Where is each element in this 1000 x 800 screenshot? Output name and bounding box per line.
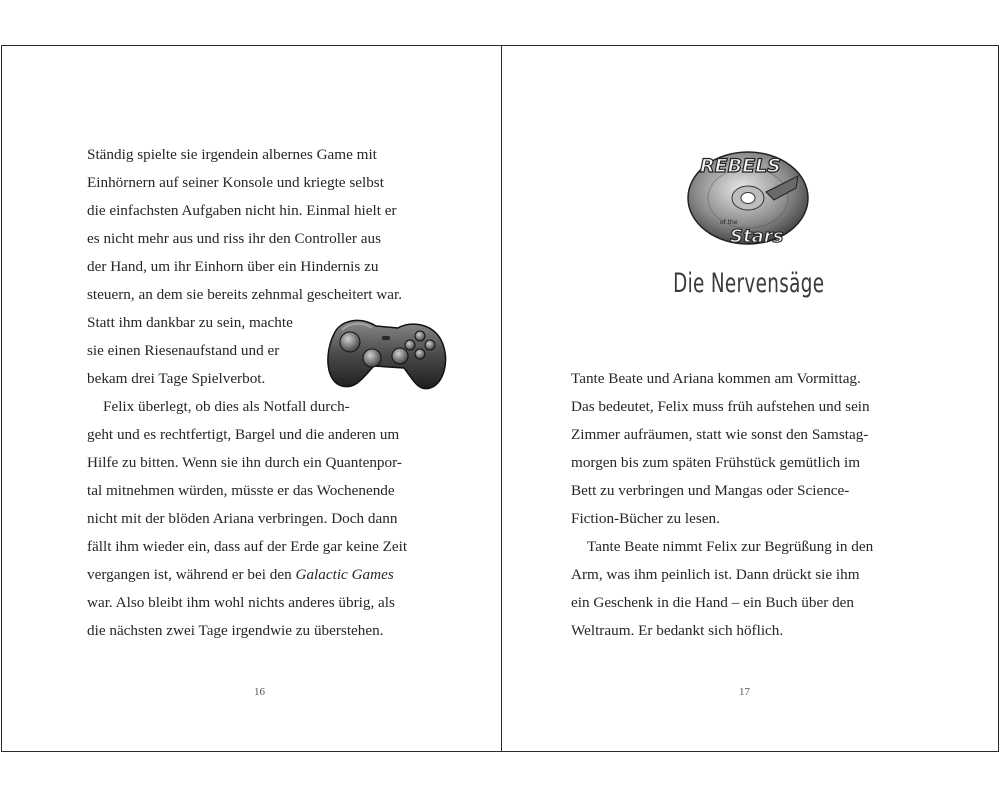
text-line: fällt ihm wieder ein, dass auf der Erde gar keine Zeit (87, 538, 408, 555)
chapter-title: Die Nervensäge (673, 268, 825, 299)
text-line: Zimmer aufräumen, statt wie sonst den Samstag- (571, 426, 869, 443)
text-line: Tante Beate nimmt Felix zur Begrüßung in den (587, 538, 874, 555)
text-line: ein Geschenk in die Hand – ein Buch über den (571, 594, 854, 611)
text-segment: vergangen ist, während er bei den (87, 566, 292, 583)
text-line: Weltraum. Er bedankt sich höflich. (571, 622, 784, 639)
text-line: sie einen Riesenaufstand und er (87, 342, 280, 359)
text-line: Statt ihm dankbar zu sein, machte (87, 314, 293, 331)
text-line: der Hand, um ihr Einhorn über ein Hindernis zu (87, 258, 379, 275)
text-line: steuern, an dem sie bereits zehnmal gescheitert war. (87, 286, 403, 303)
text-line: nicht mit der blöden Ariana verbringen. Doch dann (87, 510, 398, 527)
gamepad-illustration (320, 314, 450, 392)
text-line: war. Also bleibt ihm wohl nichts anderes übrig, als (87, 594, 395, 611)
text-line: bekam drei Tage Spielverbot. (87, 370, 266, 387)
right-page-text (571, 365, 873, 645)
text-line: geht und es rechtfertigt, Bargel und die anderen um (87, 426, 400, 443)
rebels-of-the-stars-cd-logo (682, 146, 812, 250)
logo-text-stars: Stars (730, 226, 784, 247)
text-line: Arm, was ihm peinlich ist. Dann drückt sie ihm (571, 566, 860, 583)
text-line: es nicht mehr aus und riss ihr den Controller aus (87, 230, 381, 247)
italic-title: Galactic Games (295, 566, 394, 583)
book-spread (1, 45, 999, 752)
text-line-with-italic (87, 561, 407, 589)
logo-text-rebels: REBELS (700, 155, 781, 177)
text-line: tal mitnehmen würden, müsste er das Wochenende (87, 482, 395, 499)
logo-text-of-the: of the (720, 219, 738, 226)
left-page-text (87, 141, 407, 645)
page-number: 17 (739, 686, 750, 698)
page-number: 16 (254, 686, 265, 698)
text-line: Tante Beate und Ariana kommen am Vormittag. (571, 370, 861, 387)
text-line: morgen bis zum späten Frühstück gemütlich im (571, 454, 861, 471)
text-line: Einhörnern auf seiner Konsole und kriegte selbst (87, 174, 384, 191)
right-page (502, 46, 999, 751)
text-line: Felix überlegt, ob dies als Notfall durch- (103, 398, 350, 415)
text-line: Fiction-Bücher zu lesen. (571, 510, 720, 527)
left-page (2, 46, 502, 751)
text-line: Hilfe zu bitten. Wenn sie ihn durch ein Quantenpor- (87, 454, 402, 471)
text-line: Bett zu verbringen und Mangas oder Science- (571, 482, 850, 499)
text-line: die einfachsten Aufgaben nicht hin. Einmal hielt er (87, 202, 397, 219)
text-line: Ständig spielte sie irgendein albernes Game mit (87, 146, 377, 163)
text-line: die nächsten zwei Tage irgendwie zu überstehen. (87, 622, 384, 639)
text-line: Das bedeutet, Felix muss früh aufstehen und sein (571, 398, 870, 415)
